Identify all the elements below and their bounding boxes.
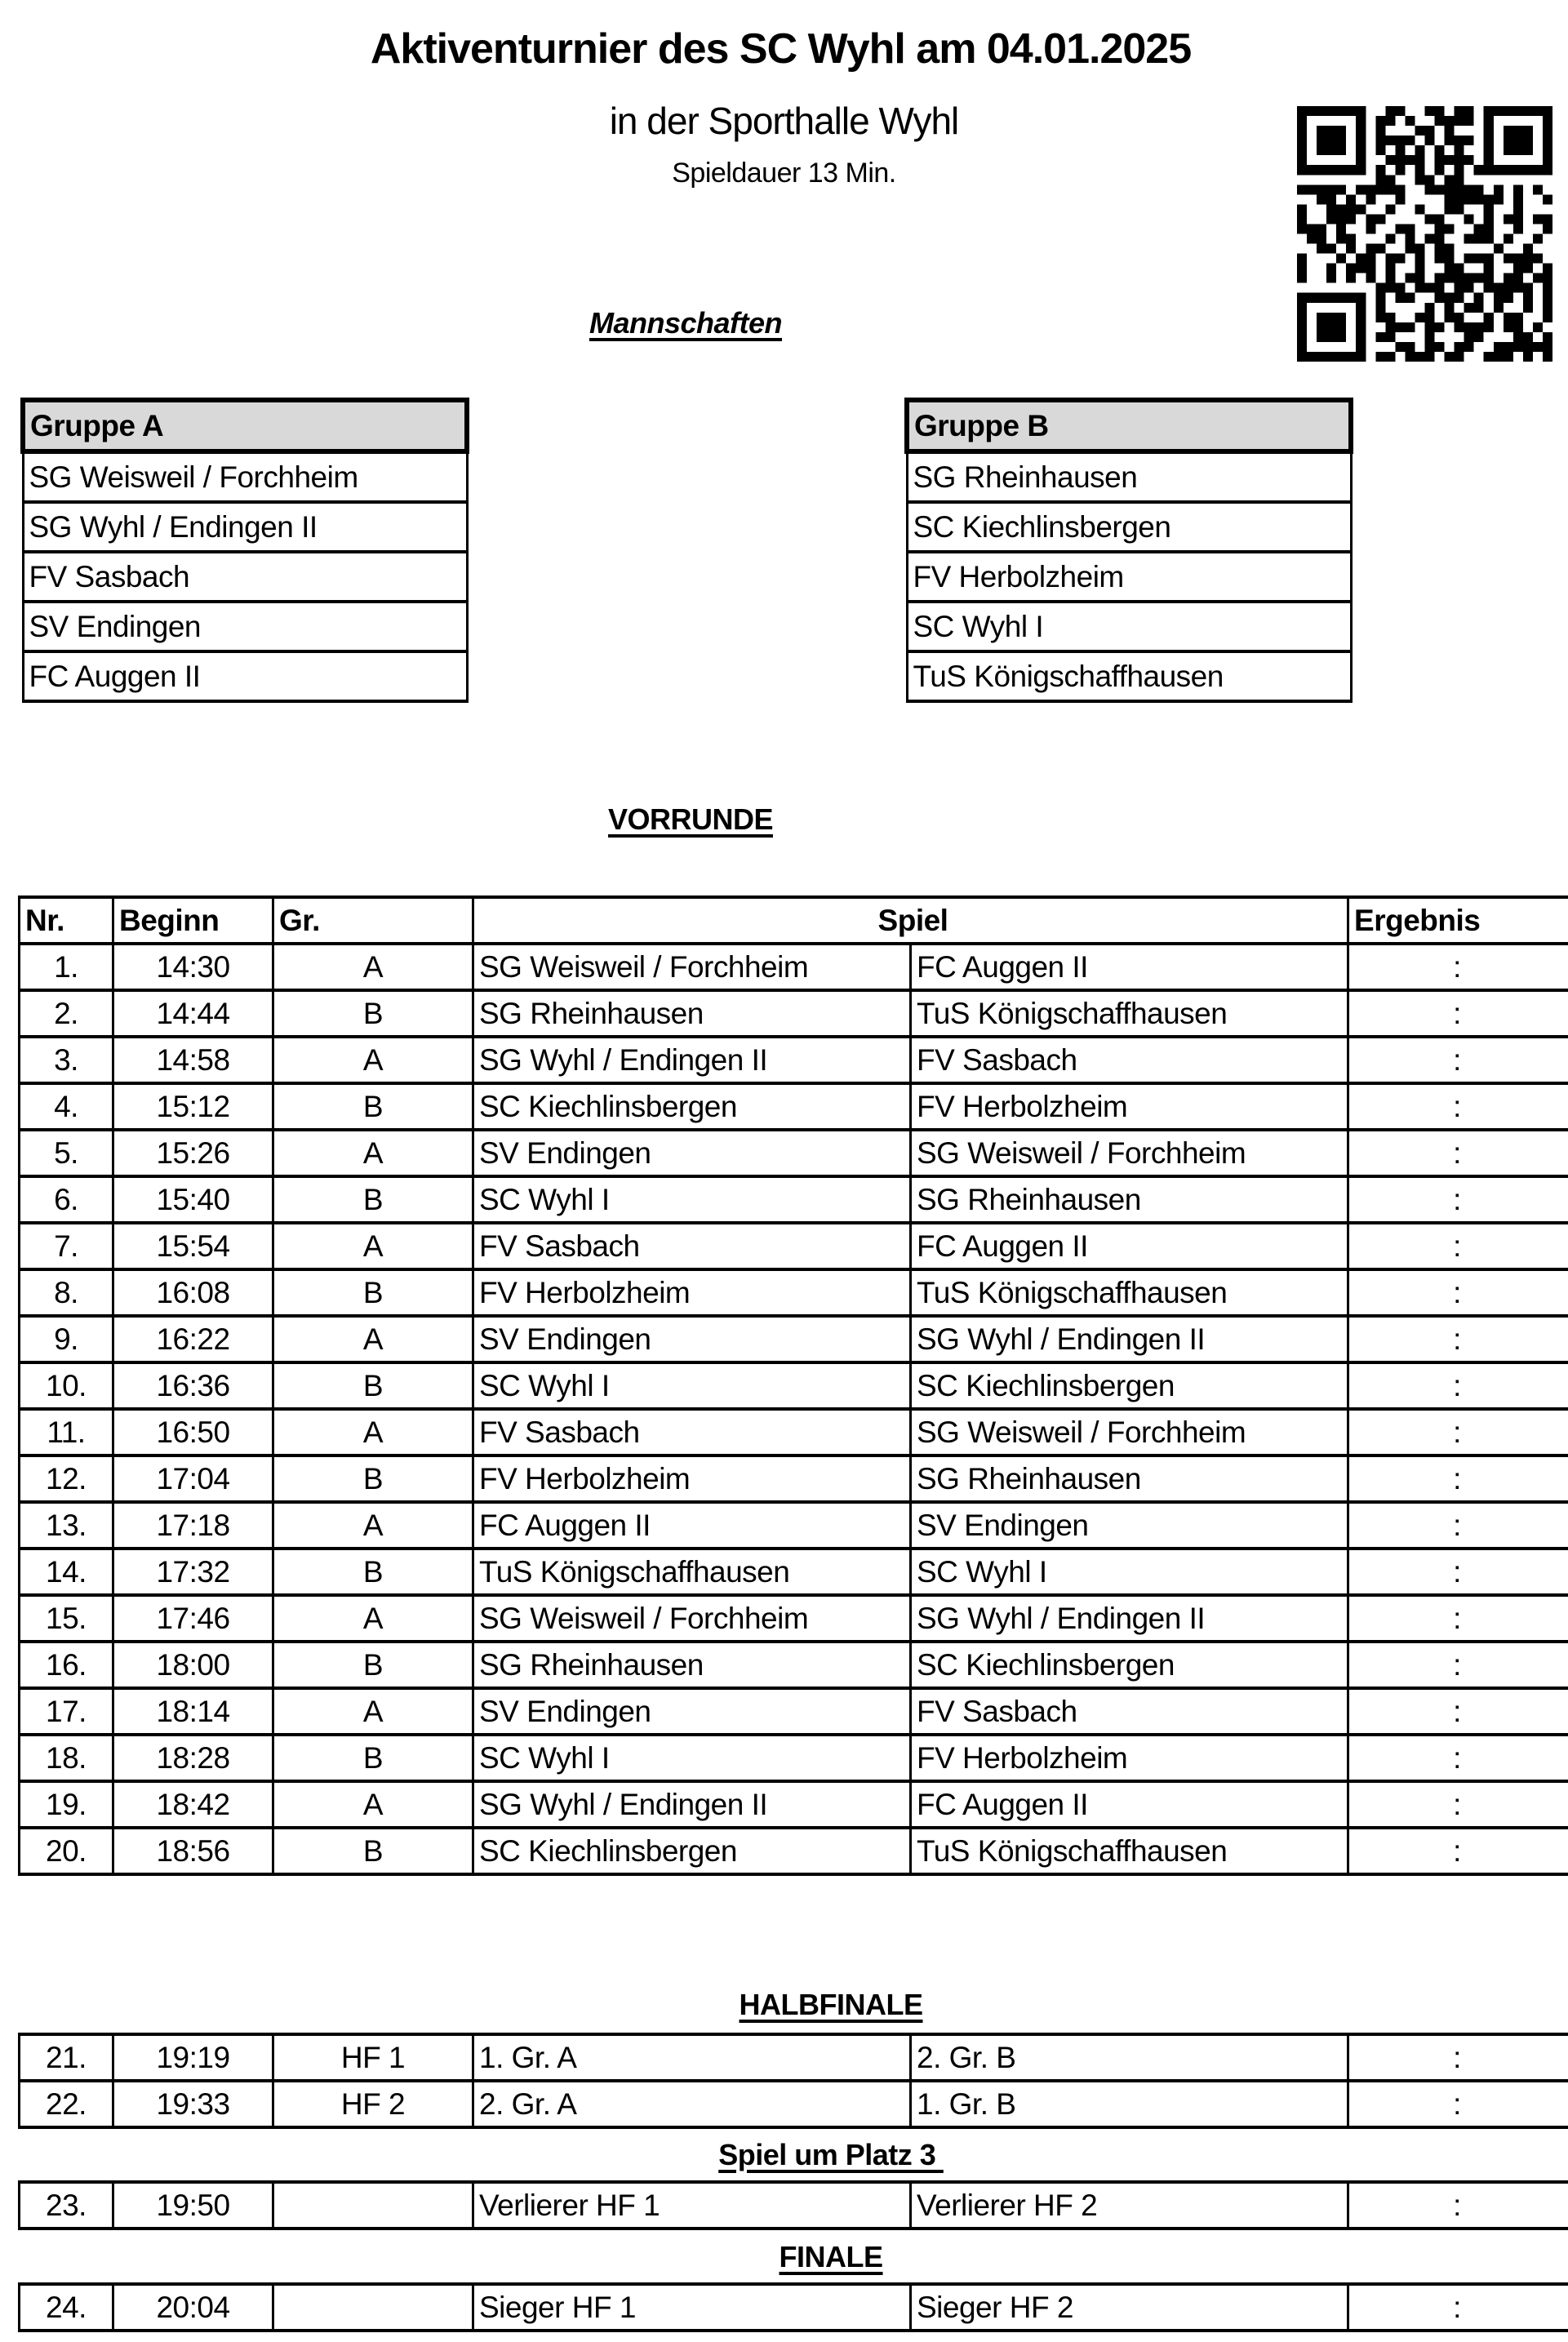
away-team: SC Wyhl I	[911, 1549, 1348, 1595]
result-separator: :	[1453, 1602, 1461, 1635]
match-number: 23.	[20, 2182, 113, 2229]
match-group: B	[273, 1455, 473, 1502]
group-a-team: SG Wyhl / Endingen II	[23, 502, 467, 552]
result-field[interactable]	[1348, 1130, 1568, 1176]
match-row	[20, 1176, 1568, 1223]
result-separator: :	[1453, 1043, 1461, 1077]
result-field[interactable]	[1348, 1455, 1568, 1502]
home-team: SC Wyhl I	[473, 1176, 911, 1223]
result-field[interactable]	[1348, 1595, 1568, 1642]
away-team: SC Kiechlinsbergen	[911, 1642, 1348, 1688]
away-team: SG Rheinhausen	[911, 1176, 1348, 1223]
home-team: SG Rheinhausen	[473, 1642, 911, 1688]
match-time: 17:46	[113, 1595, 273, 1642]
match-group: B	[273, 1828, 473, 1874]
col-header-spiel: Spiel	[473, 897, 1348, 944]
home-team: Sieger HF 1	[473, 2284, 911, 2331]
away-team: TuS Königschaffhausen	[911, 1828, 1348, 1874]
home-team: FC Auggen II	[473, 1502, 911, 1549]
match-group: A	[273, 1037, 473, 1083]
away-team: SG Weisweil / Forchheim	[911, 1130, 1348, 1176]
match-row	[20, 1688, 1568, 1735]
match-time: 18:14	[113, 1688, 273, 1735]
match-time: 14:44	[113, 990, 273, 1037]
match-number: 15.	[20, 1595, 113, 1642]
match-number: 14.	[20, 1549, 113, 1595]
result-separator: :	[1453, 1415, 1461, 1449]
match-group: HF 2	[273, 2081, 473, 2127]
result-separator: :	[1453, 2291, 1461, 2324]
away-team: FC Auggen II	[911, 1781, 1348, 1828]
match-number: 7.	[20, 1223, 113, 1269]
away-team: TuS Königschaffhausen	[911, 990, 1348, 1037]
away-team: FC Auggen II	[911, 944, 1348, 990]
match-group: B	[273, 1176, 473, 1223]
home-team: SG Wyhl / Endingen II	[473, 1781, 911, 1828]
home-team: SV Endingen	[473, 1130, 911, 1176]
match-number: 17.	[20, 1688, 113, 1735]
match-number: 18.	[20, 1735, 113, 1781]
page-title	[0, 23, 1568, 75]
match-time: 20:04	[113, 2284, 273, 2331]
match-time: 19:33	[113, 2081, 273, 2127]
result-field[interactable]	[1348, 1828, 1568, 1874]
match-row	[20, 990, 1568, 1037]
result-separator: :	[1453, 1509, 1461, 1542]
match-time: 15:26	[113, 1130, 273, 1176]
home-team: Verlierer HF 1	[473, 2182, 911, 2229]
finale-table	[18, 2282, 1568, 2332]
result-separator: :	[1453, 2189, 1461, 2222]
result-field[interactable]	[1348, 1549, 1568, 1595]
match-number: 22.	[20, 2081, 113, 2127]
match-group: A	[273, 1781, 473, 1828]
away-team: TuS Königschaffhausen	[911, 1269, 1348, 1316]
result-separator: :	[1453, 1741, 1461, 1775]
result-field[interactable]	[1348, 2034, 1568, 2081]
result-field[interactable]	[1348, 990, 1568, 1037]
result-field[interactable]	[1348, 1502, 1568, 1549]
result-separator: :	[1453, 997, 1461, 1030]
match-group: A	[273, 1409, 473, 1455]
home-team: FV Herbolzheim	[473, 1455, 911, 1502]
match-time: 18:00	[113, 1642, 273, 1688]
match-row	[20, 1455, 1568, 1502]
away-team: Sieger HF 2	[911, 2284, 1348, 2331]
match-group: B	[273, 1735, 473, 1781]
qr-code-graphic	[1297, 106, 1552, 362]
match-number: 4.	[20, 1083, 113, 1130]
vorrunde-heading: VORRUNDE	[607, 802, 773, 836]
match-group: B	[273, 1269, 473, 1316]
match-time: 15:40	[113, 1176, 273, 1223]
away-team: SV Endingen	[911, 1502, 1348, 1549]
result-separator: :	[1453, 1229, 1461, 1263]
result-separator: :	[1453, 1695, 1461, 1728]
home-team: SV Endingen	[473, 1688, 911, 1735]
match-group: B	[273, 1362, 473, 1409]
result-separator: :	[1453, 1462, 1461, 1495]
match-time: 17:04	[113, 1455, 273, 1502]
match-number: 8.	[20, 1269, 113, 1316]
match-row	[20, 1549, 1568, 1595]
title-text: Aktiventurnier des SC Wyhl am 04.01.2025	[370, 25, 1192, 73]
group-a-team: SV Endingen	[23, 602, 467, 651]
match-number: 11.	[20, 1409, 113, 1455]
result-field[interactable]	[1348, 1409, 1568, 1455]
home-team: SC Kiechlinsbergen	[473, 1828, 911, 1874]
match-time: 15:54	[113, 1223, 273, 1269]
group-b-team: FV Herbolzheim	[907, 552, 1351, 602]
result-separator: :	[1453, 2087, 1461, 2121]
match-group	[273, 2182, 473, 2229]
result-field[interactable]	[1348, 944, 1568, 990]
group-b-header: Gruppe B	[907, 400, 1351, 451]
result-separator: :	[1453, 1555, 1461, 1589]
home-team: SG Rheinhausen	[473, 990, 911, 1037]
home-team: FV Sasbach	[473, 1223, 911, 1269]
away-team: FV Sasbach	[911, 1037, 1348, 1083]
match-number: 24.	[20, 2284, 113, 2331]
match-number: 1.	[20, 944, 113, 990]
away-team: SG Rheinhausen	[911, 1455, 1348, 1502]
match-row	[20, 1223, 1568, 1269]
group-a-header: Gruppe A	[23, 400, 467, 451]
match-row	[20, 1362, 1568, 1409]
qr-code-icon[interactable]	[1297, 106, 1552, 362]
halbfinale-heading: HALBFINALE	[739, 1988, 923, 2021]
result-field[interactable]	[1348, 1269, 1568, 1316]
venue: in der Sporthalle Wyhl	[609, 100, 959, 142]
away-team: SG Weisweil / Forchheim	[911, 1409, 1348, 1455]
group-a-table	[20, 398, 469, 703]
match-time: 18:28	[113, 1735, 273, 1781]
match-row	[20, 2182, 1568, 2229]
match-time: 16:08	[113, 1269, 273, 1316]
match-time: 16:36	[113, 1362, 273, 1409]
match-row	[20, 1316, 1568, 1362]
match-row	[20, 1735, 1568, 1781]
away-team: 2. Gr. B	[911, 2034, 1348, 2081]
match-row	[20, 1130, 1568, 1176]
platz3-heading: Spiel um Platz 3	[718, 2138, 944, 2171]
match-group: A	[273, 1223, 473, 1269]
away-team: SG Wyhl / Endingen II	[911, 1595, 1348, 1642]
home-team: 2. Gr. A	[473, 2081, 911, 2127]
home-team: SG Weisweil / Forchheim	[473, 944, 911, 990]
match-time: 14:30	[113, 944, 273, 990]
result-separator: :	[1453, 1648, 1461, 1682]
home-team: SC Wyhl I	[473, 1362, 911, 1409]
result-field[interactable]	[1348, 1688, 1568, 1735]
table-header-row	[20, 897, 1568, 944]
match-group: HF 1	[273, 2034, 473, 2081]
match-number: 16.	[20, 1642, 113, 1688]
match-row	[20, 1828, 1568, 1874]
away-team: FV Herbolzheim	[911, 1735, 1348, 1781]
match-row	[20, 1083, 1568, 1130]
result-separator: :	[1453, 1369, 1461, 1402]
away-team: FV Sasbach	[911, 1688, 1348, 1735]
match-group: B	[273, 1642, 473, 1688]
result-field[interactable]	[1348, 2284, 1568, 2331]
home-team: FV Sasbach	[473, 1409, 911, 1455]
platz3-table	[18, 2180, 1568, 2230]
match-time: 19:50	[113, 2182, 273, 2229]
group-b-team: SC Kiechlinsbergen	[907, 502, 1351, 552]
match-group: B	[273, 990, 473, 1037]
match-number: 2.	[20, 990, 113, 1037]
result-field[interactable]	[1348, 1176, 1568, 1223]
home-team: SG Wyhl / Endingen II	[473, 1037, 911, 1083]
col-header-ergebnis: Ergebnis	[1348, 897, 1568, 944]
match-row	[20, 2081, 1568, 2127]
col-header-nr: Nr.	[20, 897, 113, 944]
result-separator: :	[1453, 1183, 1461, 1216]
group-a-team: SG Weisweil / Forchheim	[23, 451, 467, 502]
group-b-team: SG Rheinhausen	[907, 451, 1351, 502]
result-field[interactable]	[1348, 1037, 1568, 1083]
result-separator: :	[1453, 1322, 1461, 1356]
result-separator: :	[1453, 950, 1461, 984]
match-number: 12.	[20, 1455, 113, 1502]
result-separator: :	[1453, 2041, 1461, 2074]
match-group: B	[273, 1083, 473, 1130]
match-group: B	[273, 1549, 473, 1595]
away-team: SC Kiechlinsbergen	[911, 1362, 1348, 1409]
vorrunde-schedule-table	[18, 895, 1568, 1876]
home-team: SV Endingen	[473, 1316, 911, 1362]
match-row	[20, 2284, 1568, 2331]
col-header-gruppe: Gr.	[273, 897, 473, 944]
home-team: FV Herbolzheim	[473, 1269, 911, 1316]
match-row	[20, 1642, 1568, 1688]
result-field[interactable]	[1348, 1223, 1568, 1269]
match-row	[20, 1037, 1568, 1083]
match-duration: Spieldauer 13 Min.	[672, 158, 896, 189]
match-row	[20, 1781, 1568, 1828]
home-team: SC Kiechlinsbergen	[473, 1083, 911, 1130]
match-time: 18:42	[113, 1781, 273, 1828]
match-row	[20, 1595, 1568, 1642]
match-group: A	[273, 1316, 473, 1362]
match-row	[20, 2034, 1568, 2081]
match-number: 6.	[20, 1176, 113, 1223]
match-number: 10.	[20, 1362, 113, 1409]
halbfinale-table	[18, 2033, 1568, 2129]
group-b-team: SC Wyhl I	[907, 602, 1351, 651]
match-row	[20, 944, 1568, 990]
result-field[interactable]	[1348, 2182, 1568, 2229]
home-team: TuS Königschaffhausen	[473, 1549, 911, 1595]
match-number: 5.	[20, 1130, 113, 1176]
match-time: 17:18	[113, 1502, 273, 1549]
col-header-beginn: Beginn	[113, 897, 273, 944]
away-team: Verlierer HF 2	[911, 2182, 1348, 2229]
match-number: 19.	[20, 1781, 113, 1828]
result-field[interactable]	[1348, 1781, 1568, 1828]
result-separator: :	[1453, 1834, 1461, 1868]
match-number: 13.	[20, 1502, 113, 1549]
home-team: 1. Gr. A	[473, 2034, 911, 2081]
match-time: 15:12	[113, 1083, 273, 1130]
group-b-team: TuS Königschaffhausen	[907, 651, 1351, 701]
result-field[interactable]	[1348, 1083, 1568, 1130]
match-group: A	[273, 1688, 473, 1735]
group-b-table	[904, 398, 1353, 703]
group-a-team: FV Sasbach	[23, 552, 467, 602]
match-row	[20, 1269, 1568, 1316]
match-time: 17:32	[113, 1549, 273, 1595]
match-time: 14:58	[113, 1037, 273, 1083]
match-group: A	[273, 1502, 473, 1549]
result-separator: :	[1453, 1788, 1461, 1821]
match-number: 9.	[20, 1316, 113, 1362]
away-team: FC Auggen II	[911, 1223, 1348, 1269]
result-separator: :	[1453, 1136, 1461, 1170]
result-field[interactable]	[1348, 1642, 1568, 1688]
match-number: 20.	[20, 1828, 113, 1874]
match-number: 21.	[20, 2034, 113, 2081]
match-group: A	[273, 1595, 473, 1642]
away-team: 1. Gr. B	[911, 2081, 1348, 2127]
result-field[interactable]	[1348, 1735, 1568, 1781]
result-separator: :	[1453, 1276, 1461, 1309]
match-number: 3.	[20, 1037, 113, 1083]
result-field[interactable]	[1348, 1362, 1568, 1409]
result-field[interactable]	[1348, 1316, 1568, 1362]
away-team: SG Wyhl / Endingen II	[911, 1316, 1348, 1362]
match-group: A	[273, 944, 473, 990]
home-team: SC Wyhl I	[473, 1735, 911, 1781]
result-separator: :	[1453, 1090, 1461, 1123]
match-time: 18:56	[113, 1828, 273, 1874]
group-a-team: FC Auggen II	[23, 651, 467, 701]
match-time: 16:22	[113, 1316, 273, 1362]
match-row	[20, 1409, 1568, 1455]
finale-heading: FINALE	[779, 2240, 883, 2273]
result-field[interactable]	[1348, 2081, 1568, 2127]
home-team: SG Weisweil / Forchheim	[473, 1595, 911, 1642]
match-time: 19:19	[113, 2034, 273, 2081]
match-row	[20, 1502, 1568, 1549]
match-group: A	[273, 1130, 473, 1176]
match-group	[273, 2284, 473, 2331]
teams-heading: Mannschaften	[589, 306, 783, 340]
match-time: 16:50	[113, 1409, 273, 1455]
away-team: FV Herbolzheim	[911, 1083, 1348, 1130]
